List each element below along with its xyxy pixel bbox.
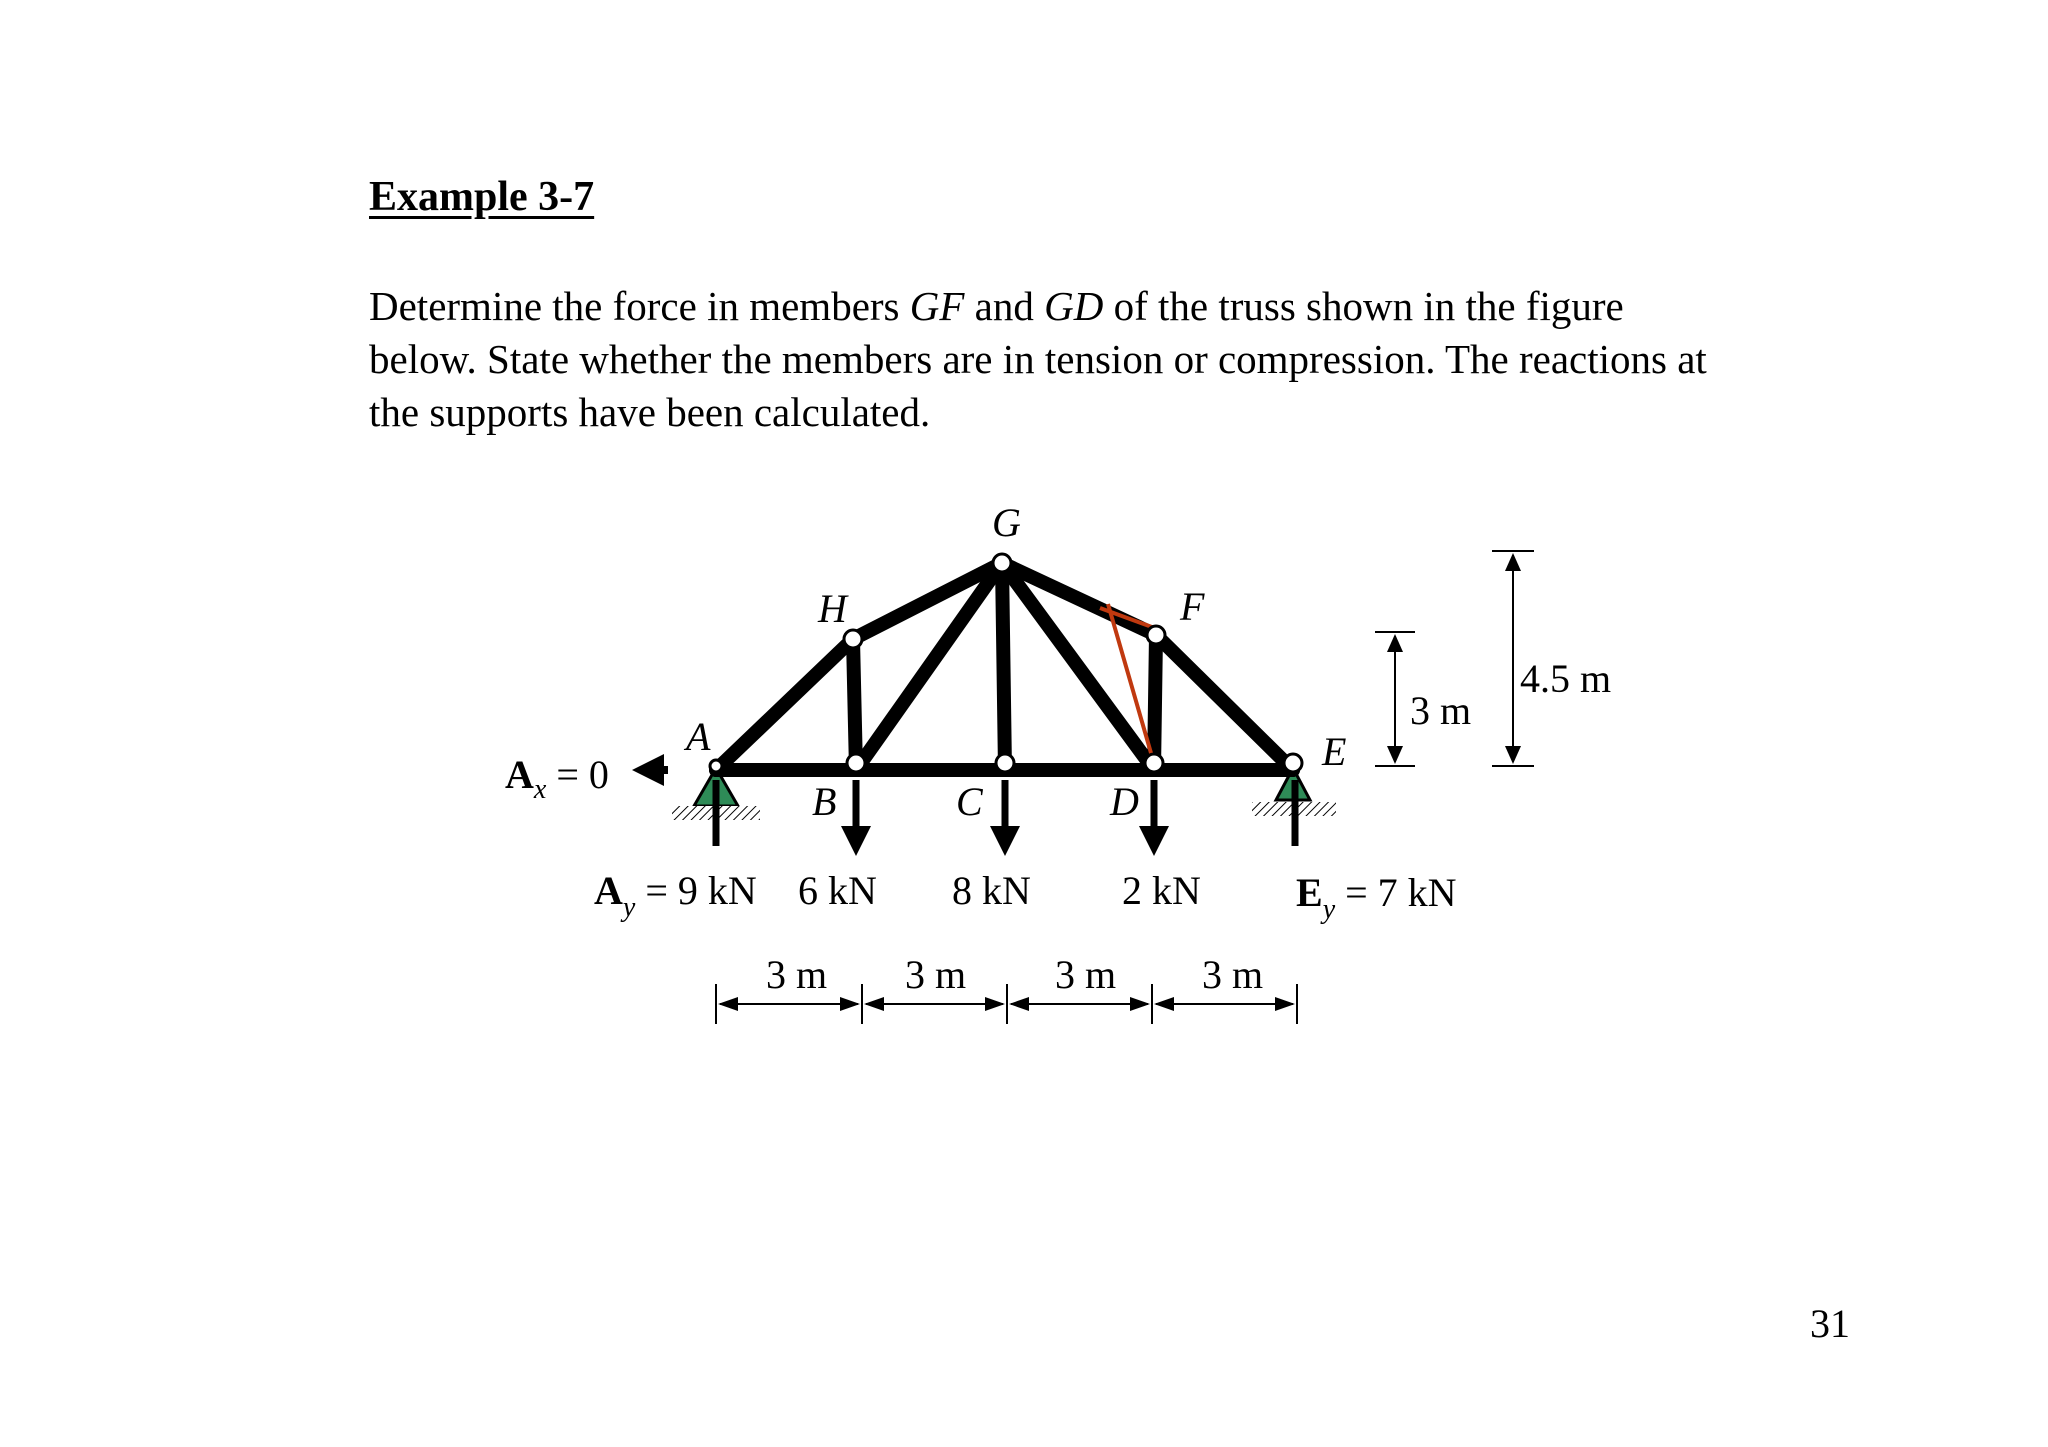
load-arrow-b xyxy=(841,780,871,856)
problem-line-3: the supports have been calculated. xyxy=(369,389,931,435)
joint-g xyxy=(993,554,1011,572)
member-gd-label: GD xyxy=(1044,283,1104,329)
node-label-b: B xyxy=(812,779,837,824)
truss-members xyxy=(716,563,1293,770)
member-gf-label: GF xyxy=(909,283,965,329)
node-label-c: C xyxy=(956,779,983,824)
reaction-ey-label: $E_y = 7$ kN xyxy=(1296,870,1457,925)
joint-b xyxy=(847,754,865,772)
joint-d xyxy=(1145,754,1163,772)
example-title: Example 3-7 xyxy=(369,174,595,220)
problem-text: of the truss shown in the figure xyxy=(1103,283,1624,329)
joint-c xyxy=(996,754,1014,772)
node-label-e: E xyxy=(1322,729,1347,774)
span-label-3: 3 m xyxy=(1055,952,1117,997)
joint-h xyxy=(844,630,862,648)
load-label-d: 2 kN xyxy=(1122,868,1201,913)
node-label-f: F xyxy=(1180,584,1205,629)
problem-line-2: below. State whether the members are in tension or compression. The reactions at xyxy=(369,336,1707,382)
member-gc xyxy=(1002,563,1005,770)
node-label-h: H xyxy=(818,586,847,631)
problem-text: Determine the force in members xyxy=(369,283,910,329)
page-number: 31 xyxy=(1810,1301,1850,1346)
member-hb xyxy=(853,639,856,770)
member-ah xyxy=(716,639,853,770)
height-total-label: 4.5 m xyxy=(1520,656,1612,701)
load-label-b: 6 kN xyxy=(798,868,877,913)
load-arrow-c xyxy=(990,780,1020,856)
load-label-c: 8 kN xyxy=(952,868,1031,913)
span-label-2: 3 m xyxy=(905,952,967,997)
problem-text: and xyxy=(964,283,1045,329)
node-label-g: G xyxy=(992,500,1021,545)
reaction-ax-arrow xyxy=(632,754,668,786)
node-label-a: A xyxy=(686,714,711,759)
height-inner-label: 3 m xyxy=(1410,688,1472,733)
reaction-ay-label: $A_y = 9$ kN xyxy=(594,868,757,923)
reaction-ax-label: $A_x = 0$ xyxy=(505,752,609,805)
load-arrow-d xyxy=(1139,780,1169,856)
span-label-4: 3 m xyxy=(1202,952,1264,997)
joint-f xyxy=(1147,626,1165,644)
joint-a xyxy=(710,760,722,772)
height-inner-dimension xyxy=(1375,632,1415,766)
member-fd xyxy=(1154,635,1156,770)
member-fe xyxy=(1156,635,1293,770)
node-label-d: D xyxy=(1110,779,1139,824)
span-label-1: 3 m xyxy=(766,952,828,997)
joint-e xyxy=(1284,754,1302,772)
